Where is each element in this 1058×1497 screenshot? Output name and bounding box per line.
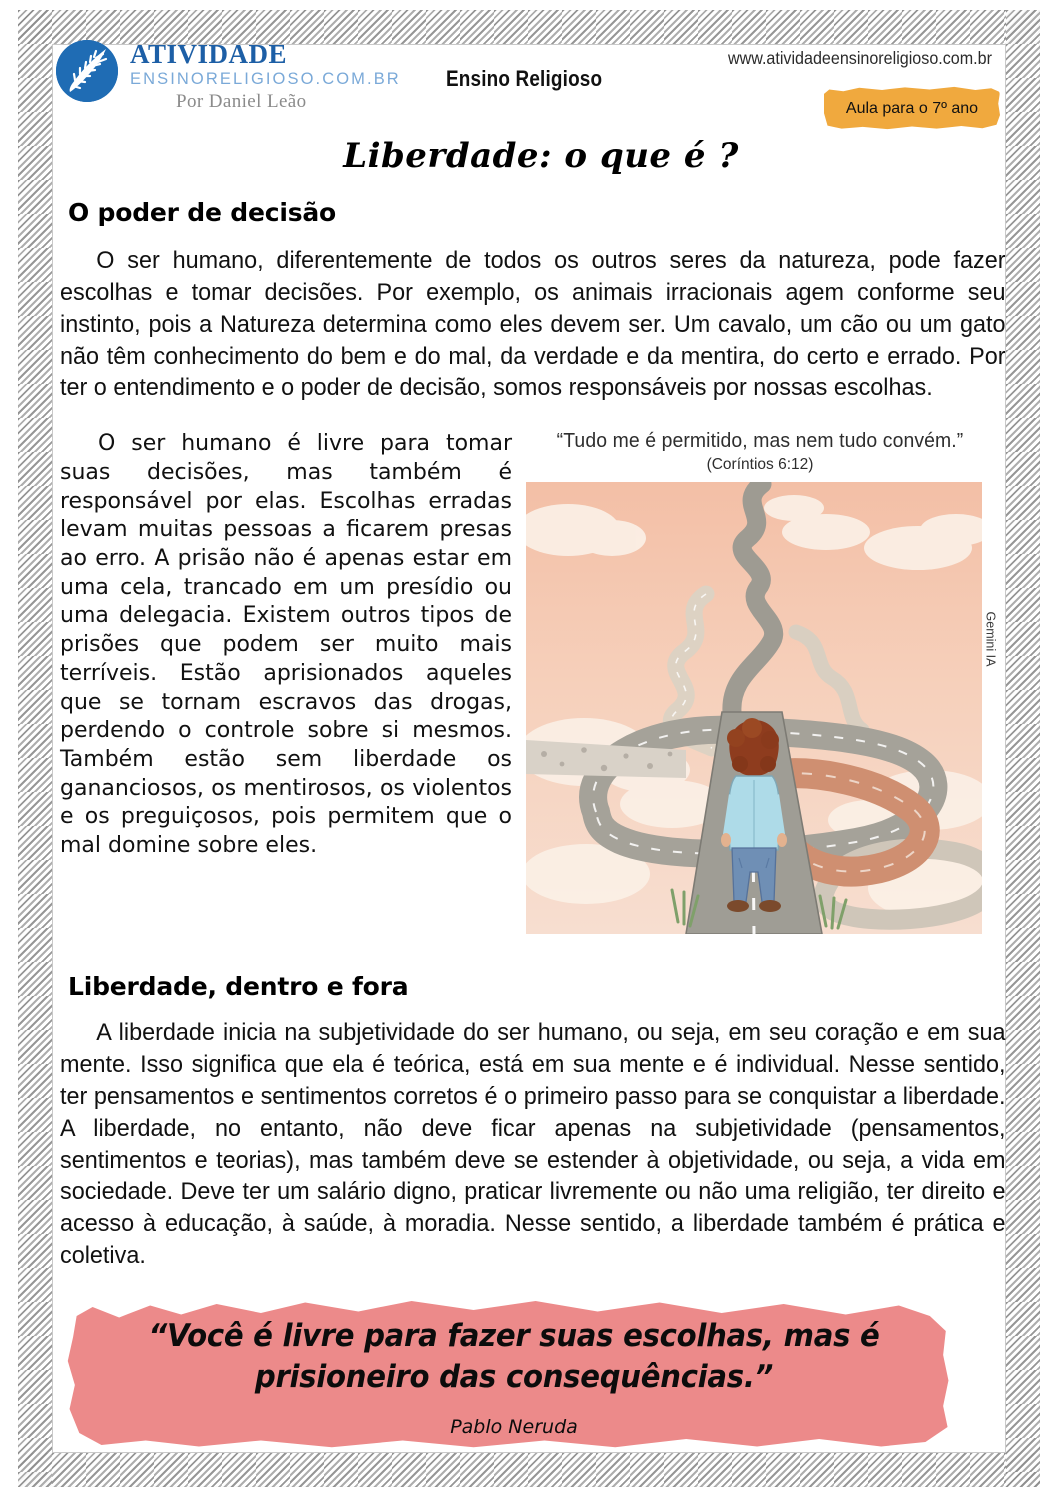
- subject-label: Ensino Religioso: [446, 66, 603, 91]
- border-left-chevron: [18, 10, 52, 1487]
- pull-quote-author: Pablo Neruda: [450, 1415, 578, 1438]
- border-bottom-chevron: [18, 1453, 1040, 1487]
- figure-bible-reference: (Coríntios 6:12): [706, 456, 814, 474]
- site-url[interactable]: www.atividadeensinoreligioso.com.br: [728, 48, 992, 68]
- pull-quote-text: “Você é livre para fazer suas escolhas, mas é prisioneiro das consequências.”: [148, 1317, 880, 1396]
- brand-author: Por Daniel Leão: [176, 91, 307, 113]
- page-title: Liberdade: o que é ?: [343, 136, 739, 176]
- section-heading-2: Liberdade, dentro e fora: [68, 972, 409, 1002]
- text-and-figure-block: [54, 430, 1006, 950]
- brand-wordmark: [130, 40, 401, 114]
- brand-logo[interactable]: [56, 40, 401, 114]
- figure-credit: Gemini IA: [983, 611, 998, 667]
- section-paragraph-2: A liberdade inicia na subjetividade do ser humano, ou seja, em seu coração e em sua mente. Isso significa que ela é teórica, está em sua mente e é individual. Nesse sentido, ter pensamentos e sentimentos corretos é o primeiro passo para se conquistar a liberdade. A liberdade, no entanto, não deve ficar apenas na subjetividade (pensamentos, sentimentos e teorias), mas também deve se estender à objetividade, ou seja, a vida em sociedade. Deve ter um salário digno, praticar livremente ou não uma religião, ter direito e acesso à educação, à saúde, à moradia. Nesse sentido, a liberdade também é prática e coletiva.: [60, 1019, 1006, 1270]
- border-right-chevron: [1006, 10, 1040, 1487]
- pull-quote-block: [54, 1298, 1006, 1448]
- section-heading-1: O poder de decisão: [68, 198, 337, 227]
- column-paragraph: O ser humano é livre para tomar suas decisões, mas também é responsável por elas. Escolhas erradas levam muitas pessoas a ficarem presas ao erro. A prisão não é apenas estar em uma cela, trancado em um presídio ou uma delegacia. Existem outros tipos de prisões que podem ser muito mais terríveis. Estão aprisionados aqueles que se tornam escravos das drogas, perdendo o controle sobre si mesmos. Também estão sem liberdade os gananciosos, os mentirosos, os violentos e os preguiçosos, pois permitem que o mal domine sobre eles.: [60, 431, 512, 859]
- figure: [526, 430, 998, 934]
- grade-badge: [824, 86, 1000, 130]
- section-paragraph-1: O ser humano, diferentemente de todos os outros seres da natureza, pode fazer escolhas e tomar decisões. Por exemplo, os animais irracionais agem conforme seu instinto, pois a Natureza determina como eles devem ser. Um cavalo, um cão ou um gato não têm conhecimento do bem e do mal, da verdade e da mentira, do certo e errado. Por ter o entendimento e o poder de decisão, somos responsáveis por nossas escolhas.: [60, 247, 1006, 402]
- page-content: [54, 30, 1006, 1450]
- crossroads-illustration: [526, 482, 998, 934]
- dove-hands-circle-icon: [56, 40, 118, 102]
- brand-title: ATIVIDADE: [130, 39, 288, 69]
- page-header: [54, 30, 1006, 142]
- figure-bible-quote: “Tudo me é permitido, mas nem tudo convém.”: [556, 430, 964, 453]
- badge-label: Aula para o 7º ano: [845, 100, 979, 117]
- brand-domain: ENSINORELIGIOSO.COM.BR: [130, 70, 401, 88]
